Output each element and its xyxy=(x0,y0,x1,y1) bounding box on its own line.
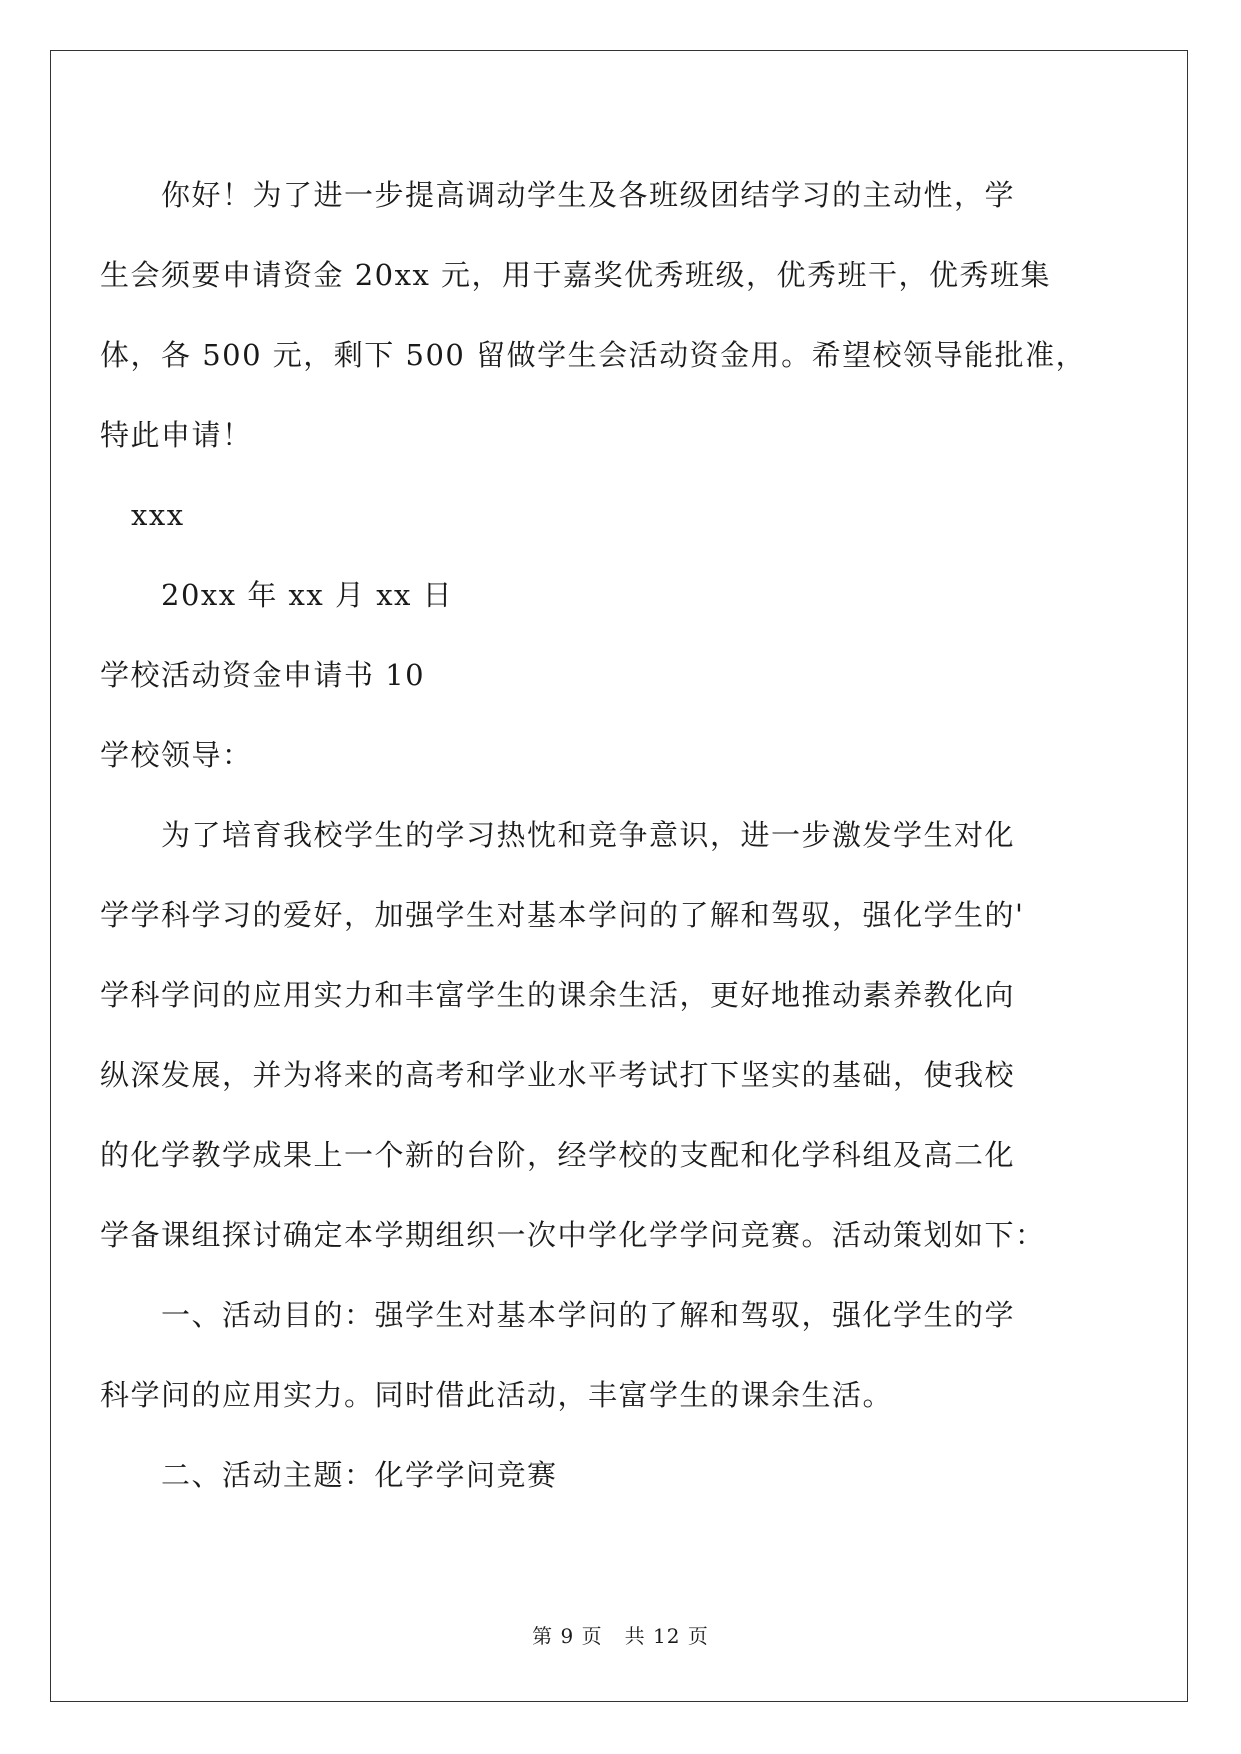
section-heading: 学校活动资金申请书 10 xyxy=(100,658,426,692)
paragraph-line: 学学科学习的爱好，加强学生对基本学问的了解和驾驭，强化学生的' xyxy=(100,898,1025,932)
salutation: 学校领导： xyxy=(100,738,253,772)
date-line: 20xx 年 xx 月 xx 日 xyxy=(161,578,454,612)
page-number: 第 9 页 共 12 页 xyxy=(532,1624,709,1648)
paragraph-line: 二、活动主题：化学学问竞赛 xyxy=(161,1458,558,1492)
paragraph-line: 的化学教学成果上一个新的台阶，经学校的支配和化学科组及高二化 xyxy=(100,1138,1016,1172)
document-body xyxy=(100,155,1100,1515)
paragraph-line: 科学问的应用实力。同时借此活动，丰富学生的课余生活。 xyxy=(100,1378,894,1412)
paragraph-line: 一、活动目的：强学生对基本学问的了解和驾驭，强化学生的学 xyxy=(161,1298,1016,1332)
paragraph-line: 特此申请！ xyxy=(100,418,253,452)
paragraph-line: 体，各 500 元，剩下 500 留做学生会活动资金用。希望校领导能批准， xyxy=(100,338,1087,372)
paragraph-line: 生会须要申请资金 20xx 元，用于嘉奖优秀班级，优秀班干，优秀班集 xyxy=(100,258,1052,292)
paragraph-line: 学科学问的应用实力和丰富学生的课余生活，更好地推动素养教化向 xyxy=(100,978,1016,1012)
paragraph-line: 纵深发展，并为将来的高考和学业水平考试打下坚实的基础，使我校 xyxy=(100,1058,1016,1092)
signature: xxx xyxy=(131,498,185,532)
page-footer xyxy=(0,1620,1241,1649)
paragraph-line: 为了培育我校学生的学习热忱和竞争意识，进一步激发学生对化 xyxy=(161,818,1016,852)
paragraph-line: 你好！为了进一步提高调动学生及各班级团结学习的主动性，学 xyxy=(161,178,1016,212)
paragraph-line: 学备课组探讨确定本学期组织一次中学化学学问竞赛。活动策划如下： xyxy=(100,1218,1046,1252)
